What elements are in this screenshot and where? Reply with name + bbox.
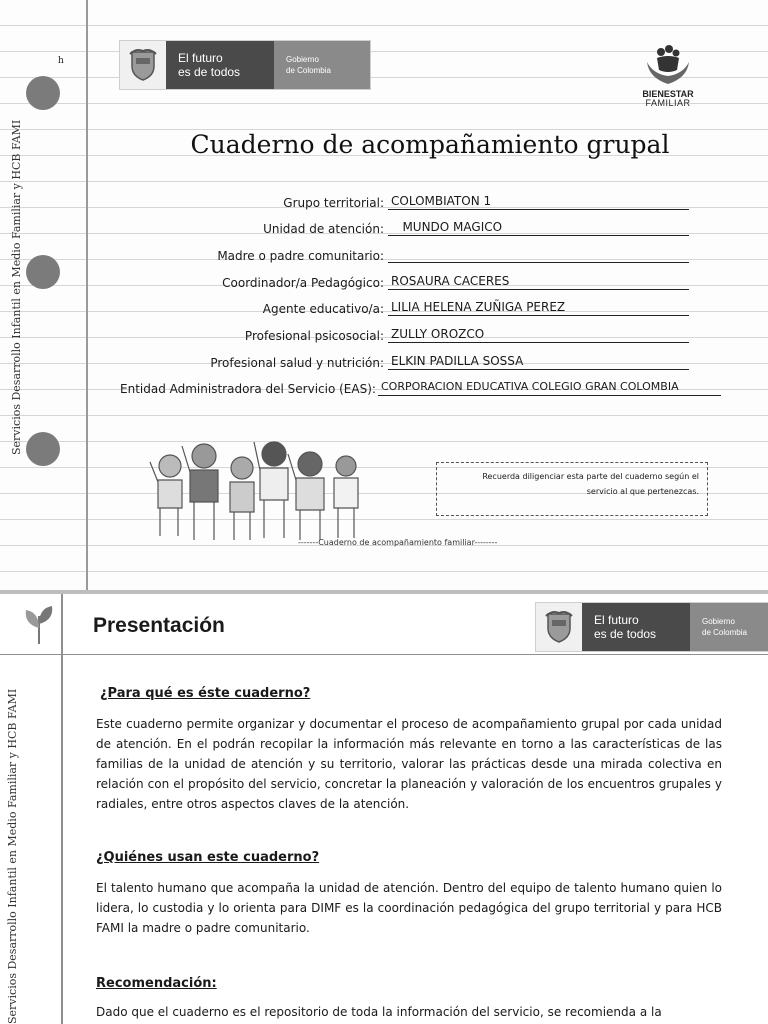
bienestar-line: BIENESTAR [642,89,694,99]
side-vertical-text: Servicios Desarrollo Infantil en Medio Familiar y HCB FAMI [10,119,23,455]
children-illustration [146,436,376,546]
gov-banner-side [690,603,768,651]
section-paragraph: Dado que el cuaderno es el repositorio de toda la información del servicio, se recomienda a la [96,1005,662,1019]
form-label: Coordinador/a Pedagógico: [222,276,384,290]
form-row-salud-nutricion [120,352,689,370]
form-value-field[interactable]: LILIA HELENA ZUÑIGA PEREZ [388,299,689,316]
family-hands-icon [643,44,693,86]
gov-banner-main [166,41,274,89]
colombia-shield-icon [120,41,166,89]
section-heading: ¿Para qué es éste cuaderno? [100,686,311,701]
gov-banner-line: El futuro [178,51,223,65]
form-label: Agente educativo/a: [262,302,384,316]
gov-banner-main [582,603,690,651]
bienestar-familiar-logo [636,44,700,108]
gov-banner [535,602,768,652]
form-row-agente-educativo [120,298,689,316]
form-label: Grupo territorial: [283,196,384,210]
gov-banner-line: es de todos [178,65,241,79]
form-row-eas [120,378,721,396]
form-label: Entidad Administradora del Servicio (EAS): [120,382,376,396]
gov-banner [119,40,371,90]
illustration-caption: -------Cuaderno de acompañamiento familiar-------- [298,538,498,547]
form-row-grupo-territorial [120,192,689,210]
form-row-unidad-atencion [120,218,689,236]
gov-banner-side-line: Gobierno [702,617,735,626]
presentation-page [0,594,768,1024]
form-row-madre-padre [120,245,689,263]
section-heading: ¿Quiénes usan este cuaderno? [96,850,320,865]
gov-banner-side-line: de Colombia [286,66,331,75]
reminder-note-line: Recuerda diligenciar esta parte del cuaderno según el [482,472,699,481]
section-paragraph: El talento humano que acompaña la unidad de atención. Dentro del equipo de talento humano quien lo lidera, lo custodia y lo orienta para DIMF es la coordinación pedagógica del grupo territorial y para HCB FAMI la madre o padre comunitario. [96,881,722,935]
gov-banner-line: El futuro [594,613,639,627]
binder-hole [26,255,60,289]
bienestar-line: FAMILIAR [645,98,691,108]
gov-banner-side-line: Gobierno [286,55,319,64]
section-heading: Recomendación: [96,976,217,991]
notebook-title: Cuaderno de acompañamiento grupal [190,130,670,159]
section-paragraph: Este cuaderno permite organizar y documentar el proceso de acompañamiento grupal por cada unidad de atención. En el podrán recopilar la información más relevante en torno a las características de las familias de la unidad de atención y su territorio, valorar las prácticas desde una mirada colectiva en relación con el propósito del servicio, concretar la planeación y valoración de los encuentros grupales y radiales, entre otros aspectos claves de la atención. [96,717,722,811]
form-value-field[interactable]: COLOMBIATON 1 [388,193,689,210]
binder-hole [26,76,60,110]
binder-hole [26,432,60,466]
gov-banner-line: es de todos [594,627,657,641]
form-value-field[interactable]: MUNDO MAGICO [388,219,689,236]
form-value-field[interactable]: ELKIN PADILLA SOSSA [388,353,689,370]
gov-banner-side [274,41,370,89]
form-value-field[interactable] [388,246,689,263]
section-title: Presentación [93,614,225,637]
colombia-shield-icon [536,603,582,651]
form-row-coordinador [120,272,689,290]
form-label: Madre o padre comunitario: [217,249,384,263]
form-label: Profesional salud y nutrición: [210,356,384,370]
margin-line [61,594,63,1024]
header-rule [0,654,768,655]
margin-line [86,0,88,590]
side-vertical-text: Servicios Desarrollo Infantil en Medio Familiar y HCB FAMI [6,688,19,1024]
corner-mark: h [58,56,64,66]
form-label: Profesional psicosocial: [244,329,384,343]
form-value-field[interactable]: CORPORACION EDUCATIVA COLEGIO GRAN COLOMBIA [378,379,721,396]
form-row-psicosocial [120,325,689,343]
form-value-field[interactable]: ZULLY OROZCO [388,326,689,343]
form-value-field[interactable]: ROSAURA CACERES [388,273,689,290]
reminder-note [436,462,708,516]
leaf-icon [22,602,56,646]
reminder-note-line: servicio al que pertenezcas. [586,487,699,496]
gov-banner-side-line: de Colombia [702,628,747,637]
form-label: Unidad de atención: [263,222,384,236]
